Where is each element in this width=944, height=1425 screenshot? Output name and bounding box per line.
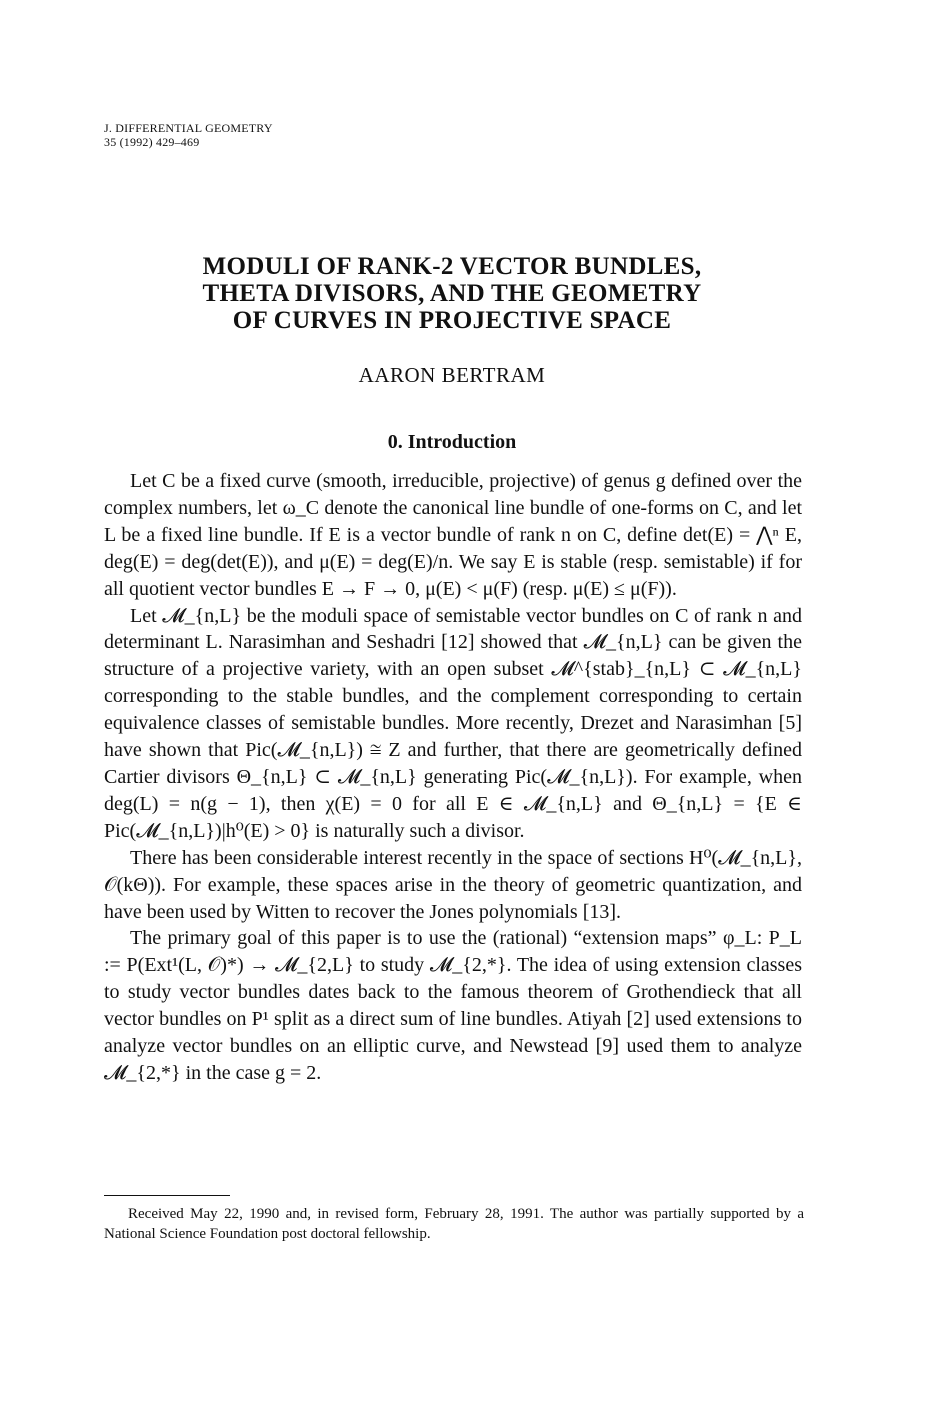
title-line-3: OF CURVES IN PROJECTIVE SPACE: [232, 307, 672, 334]
body-text: [104, 468, 802, 1087]
journal-header: [104, 121, 273, 149]
footnote-rule: [104, 1195, 230, 1196]
paragraph-1: Let C be a fixed curve (smooth, irreducible, projective) of genus g defined over the complex numbers, let ω_C denote the canonical line bundle of one-forms on C, and let L be a fixed line bundle. If E is a vector bundle of rank n on C, define det(E) = ⋀ⁿ E, deg(E) = deg(det(E)), and μ(E) = deg(E)/n. We say E is stable (resp. semistable) if for all quotient vector bundles E → F → 0, μ(E) < μ(F) (resp. μ(E) ≤ μ(F)).: [104, 470, 802, 600]
paragraph-2: Let 𝓜_{n,L} be the moduli space of semistable vector bundles on C of rank n and determinant L. Narasimhan and Seshadri [12] showed that 𝓜_{n,L} can be given the structure of a projective variety, with an open subset 𝓜^{stab}_{n,L} ⊂ 𝓜_{n,L} corresponding to the stable bundles, and the complement corresponding to certain equivalence classes of semistable bundles. More recently, Drezet and Narasimhan [5] have shown that Pic(𝓜_{n,L}) ≅ Z and further, that there are geometrically defined Cartier divisors Θ_{n,L} ⊂ 𝓜_{n,L} generating Pic(𝓜_{n,L}). For example, when deg(L) = n(g − 1), then χ(E) = 0 for all E ∈ 𝓜_{n,L} and Θ_{n,L} = {E ∈ Pic(𝓜_{n,L})|h⁰(E) > 0} is naturally such a divisor.: [104, 604, 802, 842]
section-heading: 0. Introduction: [387, 431, 517, 453]
paragraph-4: The primary goal of this paper is to use the (rational) “extension maps” φ_L: P_L := P(Ext¹(L, 𝒪)*) → 𝓜_{2,L} to study 𝓜_{2,*}. The idea of using extension classes to study vector bundles dates back to the famous theorem of Grothendieck that all vector bundles on P¹ split as a direct sum of line bundles. Atiyah [2] used extensions to analyze vector bundles on an elliptic curve, and Newstead [9] used them to analyze 𝓜_{2,*} in the case g = 2.: [104, 927, 802, 1084]
title-line-2: THETA DIVISORS, AND THE GEOMETRY: [202, 280, 702, 307]
author-name: AARON BERTRAM: [358, 363, 546, 387]
footnote: Received May 22, 1990 and, in revised form, February 28, 1991. The author was partially supported by a National Science Foundation post doctoral fellowship.: [104, 1206, 804, 1242]
title-line-1: MODULI OF RANK-2 VECTOR BUNDLES,: [202, 253, 702, 280]
journal-volume: 35 (1992) 429–469: [104, 135, 200, 149]
journal-name: J. DIFFERENTIAL GEOMETRY: [104, 121, 273, 135]
paragraph-3: There has been considerable interest recently in the space of sections H⁰(𝓜_{n,L}, 𝒪(kΘ)). For example, these spaces arise in the theory of geometric quantization, and have been used by Witten to recover the Jones polynomials [13].: [104, 846, 802, 923]
paper-title: [100, 253, 804, 334]
